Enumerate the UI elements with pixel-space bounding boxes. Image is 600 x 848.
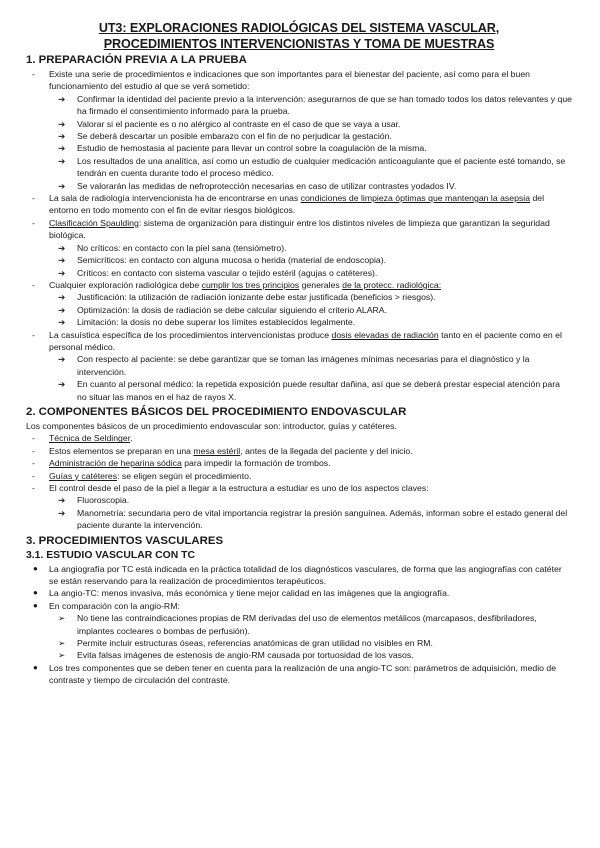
sub-list-item: ➔ Justificación: la utilización de radiación ionizante debe estar justificada (beneficios > riesgos).	[58, 292, 436, 303]
sub-list-item: ➢ No tiene las contraindicaciones propias de RM derivadas del uso de elementos metálicos (marcapasos, desfibriladores, implantes cocleares o bombas de perfusión).	[58, 613, 537, 636]
bullet-icon: ●	[33, 588, 38, 598]
list-item: ● La angio-TC: menos invasiva, más económica y tiene mejor calidad en las imágenes que la angiografía.	[33, 588, 450, 599]
sub-list-item: ➔ Los resultados de una analítica, así como un estudio de cualquier medicación anticoagulante que el paciente esté tomando, se tendrán en cuenta durante todo el proceso médico.	[58, 155, 566, 179]
title-line-1: UT3: EXPLORACIONES RADIOLÓGICAS DEL SISTEMA VASCULAR,	[98, 21, 500, 35]
document-title	[26, 20, 572, 52]
list-item: - Clasificación Spaulding: sistema de organización para distinguir entre los distintos niveles de limpieza que garantizan la seguridad biológica.	[32, 217, 550, 241]
section-3-1-heading: 3.1. ESTUDIO VASCULAR CON TC	[26, 549, 195, 561]
arrow-icon: ➔	[58, 155, 66, 166]
title-line-2: PROCEDIMIENTOS INTERVENCIONISTAS Y TOMA DE MUESTRAS	[103, 37, 495, 51]
underlined-text: dosis elevadas de radiación	[331, 329, 439, 340]
sub-list-item: ➔ Se deberá descartar un posible embarazo con el fin de no perjudicar la gestación.	[58, 131, 392, 142]
arrow-icon: ➔	[58, 131, 66, 142]
dash-marker: -	[32, 217, 35, 228]
section-1-heading: 1. PREPARACIÓN PREVIA A LA PRUEBA	[26, 54, 247, 66]
underlined-text: cumplir los tres principios	[201, 279, 300, 290]
dash-marker: -	[32, 483, 35, 493]
underlined-text: condiciones de limpieza óptimas que mantengan la asepsia	[300, 193, 531, 204]
chevron-arrow-icon: ➢	[58, 638, 66, 649]
list-item: ● Los tres componentes que se deben tener en cuenta para la realización de una angio-TC son: parámetros de adquisición, medio de contraste y tiempo de circulación del contraste.	[33, 662, 557, 686]
bullet-icon: ●	[33, 563, 38, 573]
arrow-icon: ➔	[58, 495, 66, 506]
dash-marker: -	[32, 433, 35, 444]
arrow-icon: ➔	[58, 317, 66, 328]
arrow-icon: ➔	[58, 379, 66, 390]
chevron-arrow-icon: ➢	[58, 613, 66, 624]
sub-list-item: ➔ Fluoroscopia.	[58, 495, 130, 506]
sub-list-item: ➔ En cuanto al personal médico: la repetida exposición puede resultar dañina, así que se deberá prestar especial atención para no situar las manos en el haz de rayos X.	[58, 379, 560, 402]
arrow-icon: ➔	[58, 180, 66, 191]
list-item: - El control desde el paso de la piel a llegar a la estructura a estudiar es uno de los aspectos claves:	[32, 483, 429, 493]
arrow-icon: ➔	[58, 292, 66, 303]
sub-list-item: ➔ Con respecto al paciente: se debe garantizar que se toman las imágenes mínimas necesarias para el diagnóstico y la intervención.	[58, 354, 530, 377]
underlined-text: Clasificación Spaulding	[49, 217, 139, 228]
underlined-text: Administración de heparina sódica	[49, 458, 182, 469]
dash-marker: -	[32, 193, 35, 204]
bullet-icon: ●	[33, 662, 38, 672]
arrow-icon: ➔	[58, 93, 66, 104]
arrow-icon: ➔	[58, 143, 66, 154]
dash-marker: -	[32, 445, 35, 456]
arrow-icon: ➔	[58, 354, 66, 365]
list-item: - La sala de radiología intervencionista ha de encontrarse en unas condiciones de limpieza óptimas que mantengan la asepsia del entorno en todo momento con el fin de evitar riesgos biológicos.	[32, 193, 545, 216]
list-item: - Estos elementos se preparan en una mesa estéril, antes de la llegada del paciente y del inicio.	[32, 445, 413, 456]
sub-list-item: ➔ Se valorarán las medidas de nefroprotección necesarias en caso de utilizar contrastes yodados IV.	[58, 180, 457, 191]
list-item: - La casuística específica de los procedimientos intervencionistas produce dosis elevadas de radiación tanto en el paciente como en el personal médico.	[32, 329, 562, 352]
dash-marker: -	[32, 458, 35, 469]
dash-marker: -	[32, 69, 35, 79]
bullet-icon: ●	[33, 600, 38, 610]
arrow-icon: ➔	[58, 118, 66, 129]
arrow-icon: ➔	[58, 267, 66, 278]
list-item: - Guías y catéteres: se eligen según el procedimiento.	[32, 470, 252, 481]
sub-list-item: ➔ Optimización: la dosis de radiación se debe calcular siguiendo el criterio ALARA.	[58, 304, 388, 315]
underlined-text: Técnica de Seldinger	[49, 433, 131, 444]
arrow-icon: ➔	[58, 507, 66, 518]
sub-list-item: ➔ Confirmar la identidad del paciente previo a la intervención: asegurarnos de que se han tomado todos los datos relevantes y que ha firmado el consentimiento informado para la prueba.	[58, 93, 573, 117]
sub-list-item: ➢ Evita falsas imágenes de estenosis de angio-RM causada por tortuosidad de los vasos.	[58, 650, 414, 661]
arrow-icon: ➔	[58, 242, 66, 253]
list-item: - Cualquier exploración radiológica debe cumplir los tres principios generales de la protecc. radiológica:	[32, 279, 442, 290]
section-2-heading: 2. COMPONENTES BÁSICOS DEL PROCEDIMIENTO ENDOVASCULAR	[26, 405, 407, 418]
list-item: ● La angiografía por TC está indicada en la práctica totalidad de los diagnósticos vasculares, de forma que las angiografías con catéter se están reservando para la realización de procedimientos terapéuticos.	[33, 563, 562, 587]
section-3-heading: 3. PROCEDIMIENTOS VASCULARES	[26, 534, 224, 547]
dash-marker: -	[32, 470, 35, 481]
arrow-icon: ➔	[58, 255, 66, 266]
dash-marker: -	[32, 329, 35, 340]
sub-list-item: ➔ Limitación: la dosis no debe superar los límites establecidos legalmente.	[58, 317, 356, 328]
underlined-text: Guías y catéteres	[49, 470, 118, 481]
list-item: - Existe una serie de procedimientos e indicaciones que son importantes para el bienestar del paciente, así como para el buen funcionamiento del estudio al que se verá sometido:	[32, 69, 530, 92]
sub-list-item: ➔ Valorar si el paciente es o no alérgico al contraste en el caso de que se vaya a usar.	[58, 118, 401, 129]
sub-list-item: ➔ Estudio de hemostasia al paciente para llevar un control sobre la coagulación de la misma.	[58, 143, 427, 154]
section-2-intro: Los componentes básicos de un procedimiento endovascular son: introductor, guías y catéteres.	[26, 420, 397, 431]
underlined-text: de la protecc. radiológica:	[342, 279, 442, 290]
list-item: ● En comparación con la angio-RM:	[33, 600, 180, 611]
list-item: - Administración de heparina sódica para impedir la formación de trombos.	[32, 458, 331, 469]
sub-list-item: ➔ Manometría: secundaria pero de vital importancia registrar la presión sanguínea. Además, informan sobre el estado general del paciente durante la intervención.	[58, 507, 568, 531]
sub-list-item: ➔ Semicríticos: en contacto con alguna mucosa o herida (material de endoscopia).	[58, 255, 387, 266]
sub-list-item: ➔ No críticos: en contacto con la piel sana (tensiómetro).	[58, 242, 287, 253]
dash-marker: -	[32, 279, 35, 290]
sub-list-item: ➔ Críticos: en contacto con sistema vascular o tejido estéril (agujas o catéteres).	[58, 267, 378, 278]
underlined-text: mesa estéril	[193, 445, 241, 456]
sub-list-item: ➢ Permite incluir estructuras óseas, referencias anatómicas de gran utilidad no visibles en RM.	[58, 638, 433, 649]
list-item: - Técnica de Seldinger.	[32, 433, 133, 444]
arrow-icon: ➔	[58, 304, 66, 315]
chevron-arrow-icon: ➢	[58, 650, 66, 661]
